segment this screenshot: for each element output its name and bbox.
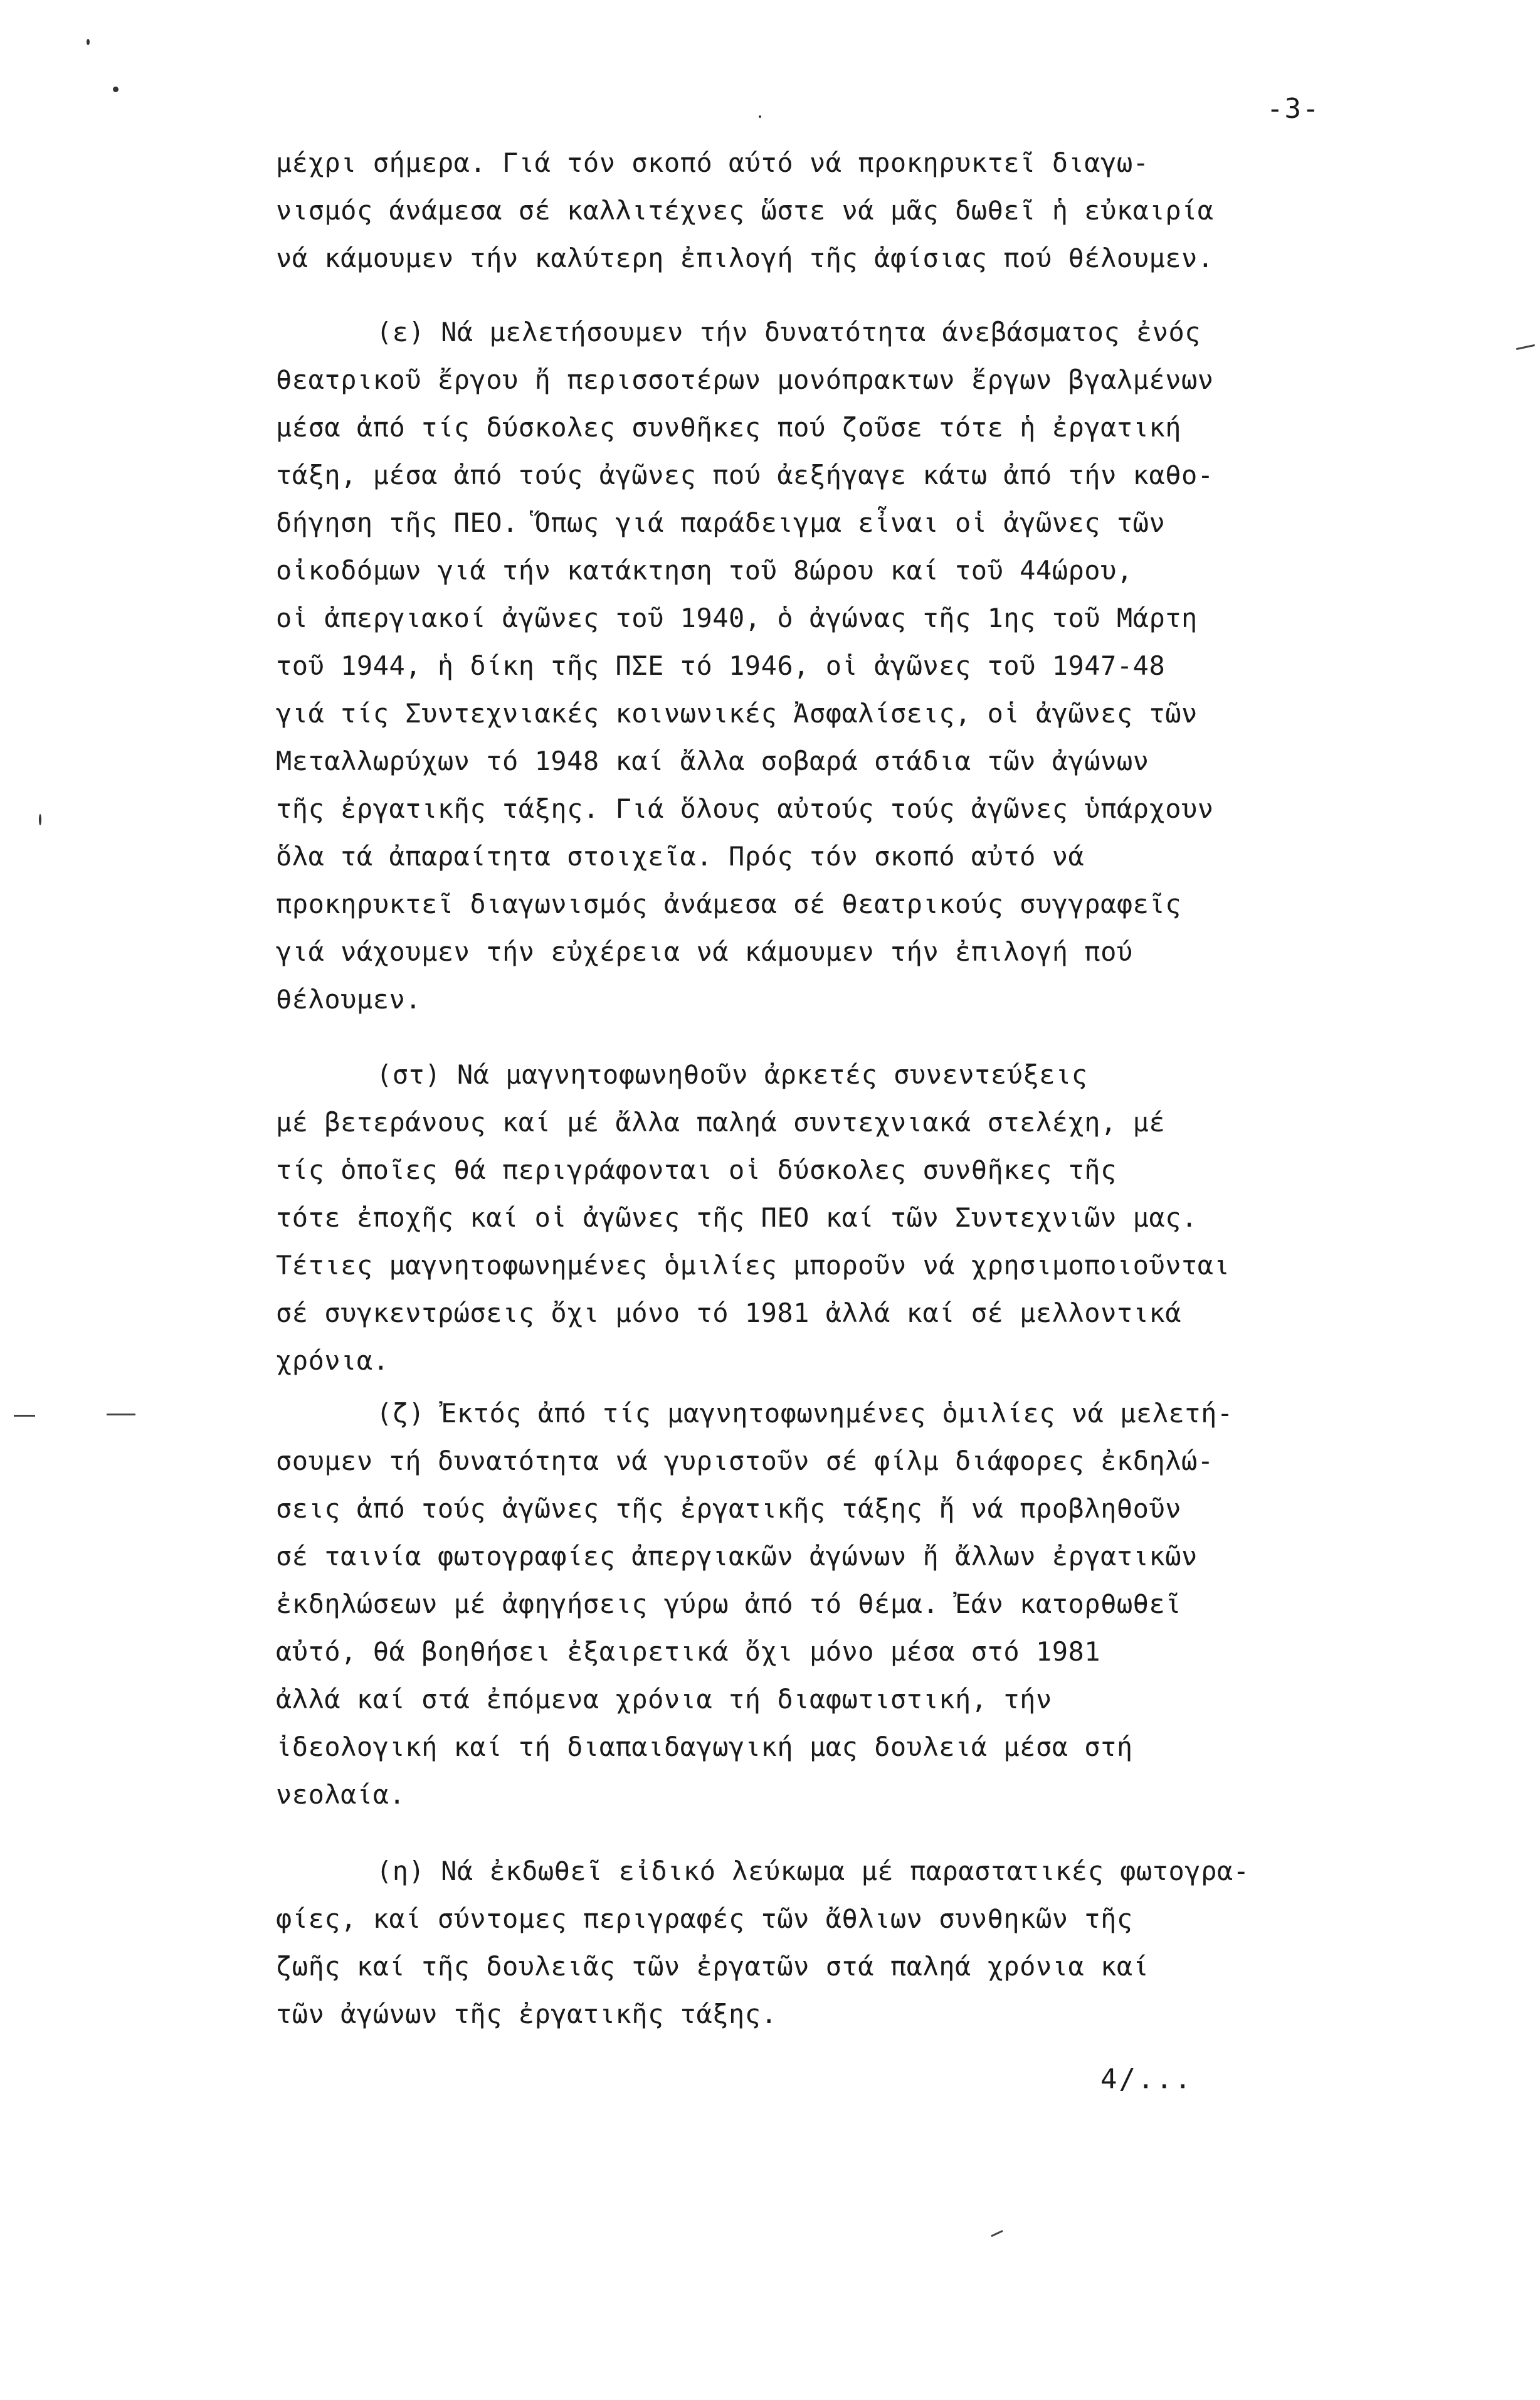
text-line: γιά τίς Συντεχνιακές κοινωνικές Ἀσφαλίσεις, οἱ ἀγῶνες τῶν bbox=[276, 698, 1198, 729]
paragraph-e bbox=[276, 309, 1417, 1023]
text-line: χρόνια. bbox=[276, 1345, 389, 1376]
scan-mark bbox=[991, 2230, 1003, 2237]
text-line: θέλουμεν. bbox=[276, 984, 422, 1015]
scan-mark bbox=[107, 1414, 135, 1415]
page-number: -3- bbox=[1267, 93, 1321, 125]
text-line: ἐκδηλώσεων μέ ἀφηγήσεις γύρω ἀπό τό θέμα. Ἐάν κατορθωθεῖ bbox=[276, 1589, 1182, 1619]
scan-speck bbox=[39, 814, 41, 825]
text-line: σεις ἀπό τούς ἀγῶνες τῆς ἐργατικῆς τάξης ἤ νά προβληθοῦν bbox=[276, 1493, 1182, 1524]
text-line: φίες, καί σύντομες περιγραφές τῶν ἄθλιων συνθηκῶν τῆς bbox=[276, 1903, 1133, 1934]
text-line: (ε) Νά μελετήσουμεν τήν δυνατότητα άνεβάσματος ἐνός bbox=[376, 317, 1201, 347]
text-line: αὐτό, θά βοηθήσει ἐξαιρετικά ὄχι μόνο μέσα στό 1981 bbox=[276, 1636, 1101, 1667]
text-line: μέχρι σήμερα. Γιά τόν σκοπό αύτό νά προκηρυκτεῖ διαγω- bbox=[276, 147, 1149, 178]
text-line: τότε ἐποχῆς καί οἱ ἀγῶνες τῆς ΠΕΟ καί τῶν Συντεχνιῶν μας. bbox=[276, 1202, 1198, 1233]
text-line: προκηρυκτεῖ διαγωνισμός ἀνάμεσα σέ θεατρικούς συγγραφεῖς bbox=[276, 889, 1182, 919]
text-line: νά κάμουμεν τήν καλύτερη ἐπιλογή τῆς ἀφίσιας πού θέλουμεν. bbox=[276, 243, 1214, 273]
scan-mark bbox=[1516, 344, 1535, 350]
text-line: ὅλα τά ἀπαραίτητα στοιχεῖα. Πρός τόν σκοπό αὐτό νά bbox=[276, 841, 1085, 872]
text-line: Τέτιες μαγνητοφωνημένες ὁμιλίες μποροῦν νά χρησιμοποιοῦνται bbox=[276, 1250, 1230, 1281]
text-line: τῆς ἐργατικῆς τάξης. Γιά ὅλους αὐτούς τούς ἀγῶνες ὑπάρχουν bbox=[276, 793, 1214, 824]
paragraph-intro bbox=[276, 139, 1417, 282]
text-line: (στ) Νά μαγνητοφωνηθοῦν ἀρκετές συνεντεύξεις bbox=[376, 1059, 1088, 1090]
text-line: μέ βετεράνους καί μέ ἄλλα παληά συντεχνιακά στελέχη, μέ bbox=[276, 1107, 1166, 1138]
text-line: τάξη, μέσα ἀπό τούς ἀγῶνες πού ἀεξήγαγε κάτω ἀπό τήν καθο- bbox=[276, 460, 1214, 490]
text-line: (ζ) Ἐκτός ἀπό τίς μαγνητοφωνημένες ὁμιλίες νά μελετή- bbox=[376, 1398, 1233, 1429]
text-line: Μεταλλωρύχων τό 1948 καί ἄλλα σοβαρά στάδια τῶν ἀγώνων bbox=[276, 746, 1149, 776]
scan-speck bbox=[113, 87, 119, 92]
text-line: τοῦ 1944, ἡ δίκη τῆς ΠΣΕ τό 1946, οἱ ἀγῶνες τοῦ 1947-48 bbox=[276, 650, 1166, 681]
text-line: ἀλλά καί στά ἐπόμενα χρόνια τή διαφωτιστική, τήν bbox=[276, 1684, 1052, 1715]
scan-speck bbox=[759, 115, 761, 118]
text-line: νεολαία. bbox=[276, 1779, 406, 1810]
text-line: δήγηση τῆς ΠΕΟ. Ὅπως γιά παράδειγμα εἶναι οἱ ἀγῶνες τῶν bbox=[276, 507, 1166, 538]
text-line: ζωῆς καί τῆς δουλειᾶς τῶν ἐργατῶν στά παληά χρόνια καί bbox=[276, 1951, 1149, 1982]
text-line: σέ ταινία φωτογραφίες ἀπεργιακῶν ἀγώνων ἤ ἄλλων ἐργατικῶν bbox=[276, 1541, 1198, 1572]
text-line: τίς ὁποῖες θά περιγράφονται οἱ δύσκολες συνθῆκες τῆς bbox=[276, 1155, 1117, 1185]
scan-mark bbox=[14, 1415, 35, 1417]
text-line: σουμεν τή δυνατότητα νά γυριστοῦν σέ φίλμ διάφορες ἐκδηλώ- bbox=[276, 1446, 1214, 1476]
paragraph-i bbox=[276, 1848, 1417, 2038]
text-line: θεατρικοῦ ἔργου ἤ περισσοτέρων μονόπρακτων ἔργων βγαλμένων bbox=[276, 364, 1214, 395]
text-line: γιά νάχουμεν τήν εὐχέρεια νά κάμουμεν τήν ἐπιλογή πού bbox=[276, 936, 1133, 967]
text-line: οἰκοδόμων γιά τήν κατάκτηση τοῦ 8ώρου καί τοῦ 44ώρου, bbox=[276, 555, 1133, 586]
text-line: μέσα ἀπό τίς δύσκολες συνθῆκες πού ζοῦσε τότε ἡ ἐργατική bbox=[276, 412, 1182, 443]
text-line: (η) Νά ἐκδωθεῖ εἰδικό λεύκωμα μέ παραστατικές φωτογρα- bbox=[376, 1856, 1250, 1886]
text-line: νισμός άνάμεσα σέ καλλιτέχνες ὥστε νά μᾶς δωθεῖ ἡ εὐκαιρία bbox=[276, 195, 1214, 226]
text-line: ἰδεολογική καί τή διαπαιδαγωγική μας δουλειά μέσα στή bbox=[276, 1731, 1133, 1762]
continuation-marker: 4/... bbox=[1100, 2063, 1193, 2095]
text-line: τῶν ἀγώνων τῆς ἐργατικῆς τάξης. bbox=[276, 1999, 778, 2029]
text-line: οἱ ἀπεργιακοί ἀγῶνες τοῦ 1940, ὁ ἀγώνας τῆς 1ης τοῦ Μάρτη bbox=[276, 603, 1198, 633]
paragraph-z bbox=[276, 1390, 1417, 1819]
paragraph-st bbox=[276, 1051, 1417, 1385]
scan-speck bbox=[87, 39, 90, 45]
text-line: σέ συγκεντρώσεις ὄχι μόνο τό 1981 ἀλλά καί σέ μελλοντικά bbox=[276, 1298, 1182, 1328]
